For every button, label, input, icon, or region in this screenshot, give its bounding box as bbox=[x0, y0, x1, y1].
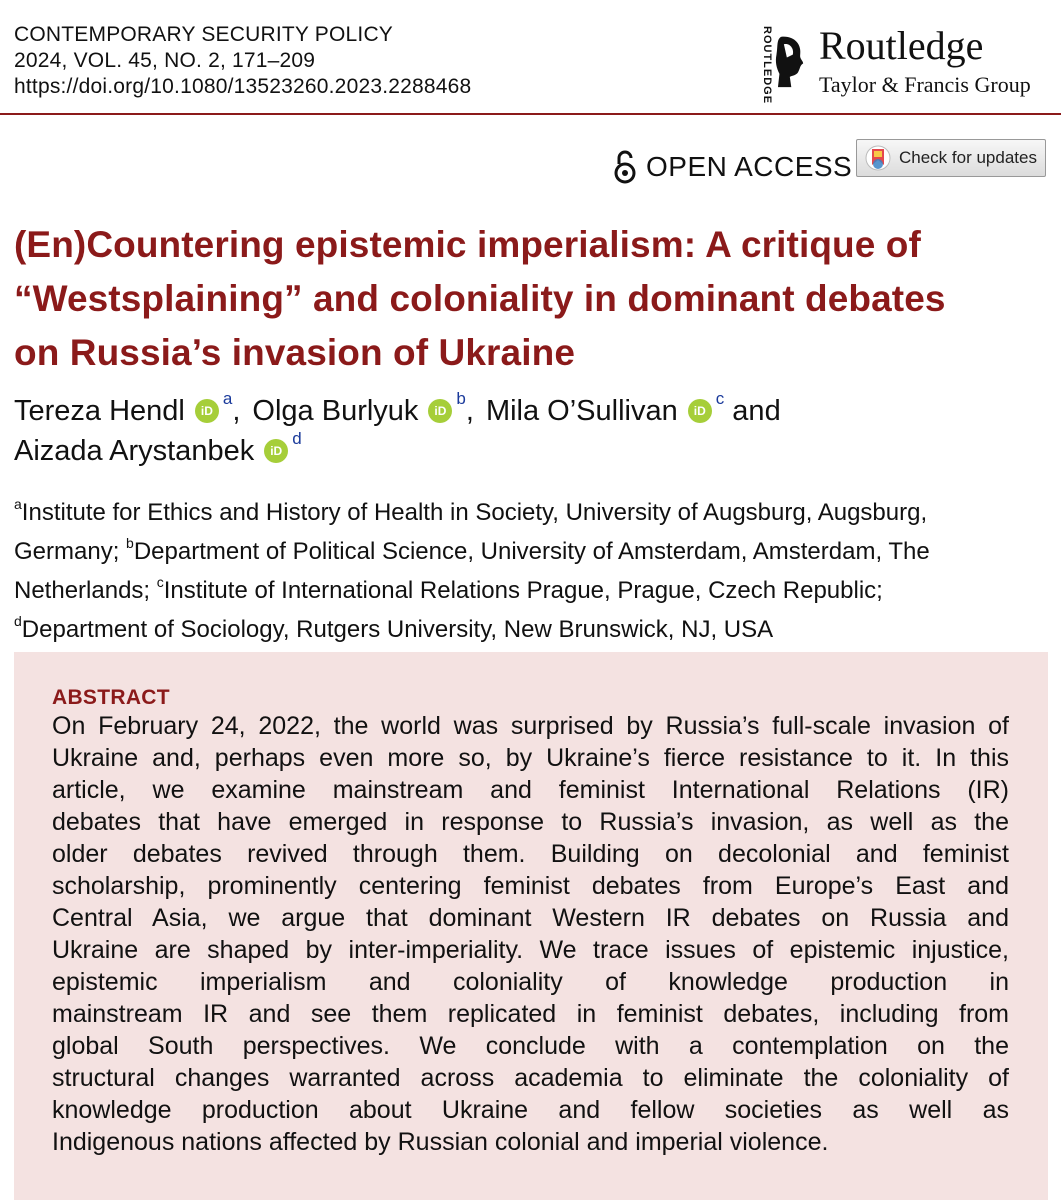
abstract-text bbox=[52, 710, 1009, 1158]
abstract-line: Central Asia, we argue that dominant Western IR debates on Russia and bbox=[52, 904, 1009, 932]
affiliation-sup: a bbox=[14, 496, 22, 512]
open-access-label: OPEN ACCESS bbox=[646, 151, 853, 182]
check-for-updates-label: Check for updates bbox=[899, 148, 1037, 167]
routledge-head-icon bbox=[775, 24, 815, 100]
article-title bbox=[14, 218, 1054, 380]
logo-vertical-text: ROUTLEDGE bbox=[761, 26, 773, 105]
author-separator: and bbox=[724, 395, 781, 427]
author-name[interactable]: Olga Burlyuk bbox=[252, 395, 419, 427]
affiliations bbox=[14, 490, 1054, 646]
abstract-line: On February 24, 2022, the world was surprised by Russia’s full-scale invasion of bbox=[52, 712, 1009, 740]
affiliation-sup: c bbox=[156, 574, 164, 590]
abstract-line: scholarship, prominently centering feminist debates from Europe’s East and bbox=[52, 872, 1009, 900]
journal-volume: 2024, VOL. 45, NO. 2, 171–209 bbox=[14, 49, 316, 72]
journal-name: CONTEMPORARY SECURITY POLICY bbox=[14, 23, 394, 46]
title-line: on Russia’s invasion of Ukraine bbox=[14, 332, 575, 373]
title-line: (En)Countering epistemic imperialism: A critique of bbox=[14, 224, 921, 265]
abstract-heading: ABSTRACT bbox=[52, 686, 170, 709]
orcid-icon[interactable]: iD bbox=[195, 399, 219, 423]
author-list bbox=[14, 391, 1054, 471]
publisher-logo bbox=[757, 20, 1047, 104]
abstract-line: Ukraine and, perhaps even more so, by Ukraine’s fierce resistance to it. In this bbox=[52, 744, 1009, 772]
open-access-badge bbox=[614, 148, 852, 186]
crossmark-icon bbox=[865, 145, 891, 171]
abstract-line: structural changes warranted across academia to eliminate the coloniality of bbox=[52, 1064, 1009, 1092]
author-name[interactable]: Tereza Hendl bbox=[14, 395, 185, 427]
affiliation-line: $^a$Institute for Ethics and History of Health in Society, University of Augsburg, Augsburg, bbox=[14, 496, 928, 526]
affiliation-line: $^d$Department of Sociology, Rutgers University, New Brunswick, NJ, USA bbox=[14, 613, 774, 643]
affiliation-line: Netherlands; $^c$Institute of International Relations Prague, Prague, Czech Republic; bbox=[14, 574, 883, 604]
journal-meta bbox=[14, 22, 471, 100]
journal-doi-link[interactable]: https://doi.org/10.1080/13523260.2023.2288468 bbox=[14, 75, 472, 98]
publisher-group: Taylor & Francis Group bbox=[819, 72, 1031, 97]
abstract-line: older debates revived through them. Building on decolonial and feminist bbox=[52, 840, 1009, 868]
author-affiliation-marker[interactable]: d bbox=[292, 429, 302, 448]
abstract-line: article, we examine mainstream and feminist International Relations (IR) bbox=[52, 776, 1009, 804]
affiliation-sup: b bbox=[126, 535, 134, 551]
author-separator: , bbox=[465, 395, 474, 427]
abstract-line: knowledge production about Ukraine and fellow societies as well as bbox=[52, 1096, 1009, 1124]
author-name[interactable]: Mila O’Sullivan bbox=[485, 395, 678, 427]
title-line: “Westsplaining” and coloniality in dominant debates bbox=[14, 278, 946, 319]
author-affiliation-marker[interactable]: b bbox=[456, 389, 466, 408]
author-separator: , bbox=[232, 395, 241, 427]
publisher-name: Routledge bbox=[819, 23, 984, 68]
affiliation-sup: d bbox=[14, 613, 22, 629]
author-name[interactable]: Aizada Arystanbek bbox=[14, 435, 255, 467]
abstract-line: global South perspectives. We conclude with a contemplation on the bbox=[52, 1032, 1009, 1060]
author-affiliation-marker[interactable]: c bbox=[715, 389, 725, 408]
open-lock-icon bbox=[614, 150, 636, 184]
affiliation-line: Germany; $^b$Department of Political Science, University of Amsterdam, Amsterdam, The bbox=[14, 535, 930, 565]
check-for-updates-button[interactable] bbox=[856, 139, 1046, 177]
abstract-line: Indigenous nations affected by Russian colonial and imperial violence. bbox=[52, 1128, 829, 1156]
abstract-box bbox=[14, 652, 1048, 1200]
orcid-icon[interactable]: iD bbox=[688, 399, 712, 423]
header-divider bbox=[0, 113, 1061, 115]
abstract-line: Ukraine are shaped by inter-imperiality. We trace issues of epistemic injustice, bbox=[52, 936, 1009, 964]
abstract-line: epistemic imperialism and coloniality of knowledge production in bbox=[52, 968, 1009, 996]
abstract-line: debates that have emerged in response to Russia’s invasion, as well as the bbox=[52, 808, 1009, 836]
orcid-icon[interactable]: iD bbox=[264, 439, 288, 463]
orcid-icon[interactable]: iD bbox=[428, 399, 452, 423]
author-line bbox=[14, 431, 1054, 471]
author-affiliation-marker[interactable]: a bbox=[222, 389, 233, 408]
abstract-line: mainstream IR and see them replicated in feminist debates, including from bbox=[52, 1000, 1009, 1028]
author-line bbox=[14, 391, 1054, 431]
